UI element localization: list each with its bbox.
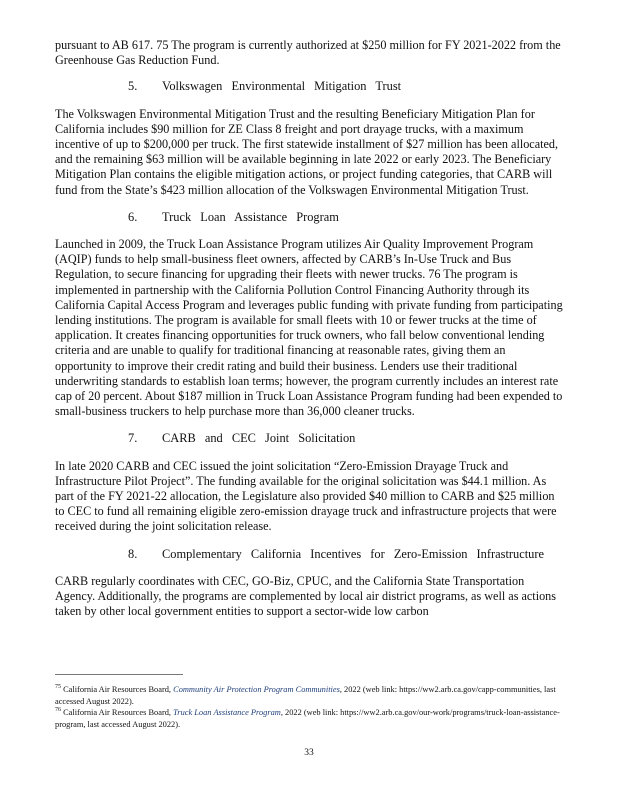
section-title: Volkswagen Environmental Mitigation Trust [162,79,402,94]
paragraph-complementary: CARB regularly coordinates with CEC, GO-Biz, CPUC, and the California State Transportation Agency. Additionally, the programs are complemented by local air district programs, as well as actions taken by other local government entities to support a sector-wide low carbon [55,573,557,619]
section-heading-8 [55,547,563,562]
footnote-76 [55,707,563,730]
footnote-link-title[interactable]: Truck Loan Assistance Program [173,708,281,718]
footnote-75 [55,684,563,707]
paragraph-volkswagen: The Volkswagen Environmental Mitigation Trust and the resulting Beneficiary Mitigation Plan for California includes $90 million for ZE Class 8 freight and port drayage trucks, with a maximum incentive of up to $200,000 per truck. The first statewide installment of $27 million has been allocated, and the remaining $63 million will be available beginning in late 2022 or early 2023. The Beneficiary Mitigation Plan contains the eligible mitigation actions, or project funding categories, that CARB will fund from the State’s $423 million allocation of the Volkswagen Environmental Mitigation Trust. [55,106,559,197]
section-heading-6 [55,210,563,225]
footnote-number: 76 [55,707,61,714]
footnote-divider [55,674,183,675]
section-heading-5 [55,79,563,94]
paragraph-truck-loan: Launched in 2009, the Truck Loan Assistance Program utilizes Air Quality Improvement Program (AQIP) funds to help small-business fleet owners, affected by CARB’s In-Use Truck and Bus Regulation, to secure financing for upgrading their fleets with newer trucks. 76 The program is implemented in partnership with the California Pollution Control Financing Authority through its California Capital Access Program and leverages public funding with private funding from participating lending institutions. The program is available for small fleets with 10 or fewer trucks at the time of application. It creates financing opportunities for truck owners, who fall below conventional lending criteria and are unable to qualify for traditional financing at reasonable rates, giving them an opportunity to improve their credit rating and build their business. Lenders use their traditional underwriting standards to establish loan terms; however, the program currently includes an interest rate cap of 20 percent. About $187 million in Truck Loan Assistance Program funding had been expended to small-business truckers to help purchase more than 36,000 cleaner trucks. [55,237,563,419]
section-number: 7. [128,431,138,446]
page-number: 33 [304,748,314,758]
section-number: 8. [128,546,138,561]
section-title: CARB and CEC Joint Solicitation [162,431,356,446]
paragraph-ab617: pursuant to AB 617. 75 The program is currently authorized at $250 million for FY 2021-2022 from the Greenhouse Gas Reduction Fund. [55,38,561,68]
section-number: 5. [128,79,138,94]
footnote-rest: , 2022 (web link: https://ww2.arb.ca.gov/capp-communities, last accessed August 2022). [55,685,556,706]
document-page [55,36,563,620]
section-title: Complementary California Incentives for Zero-Emission Infrastructure [162,546,544,561]
paragraph-joint-solicitation: In late 2020 CARB and CEC issued the joint solicitation “Zero-Emission Drayage Truck and Infrastructure Pilot Project”. The funding available for the original solicitation was $44.1 million. As part of the FY 2021-22 allocation, the Legislature also provided $40 million to CARB and $25 million to CEC to fund all remaining eligible zero-emission drayage truck and infrastructure projects that were received during the joint solicitation release. [55,458,557,534]
footnote-org: California Air Resources Board, [63,685,172,694]
section-title: Truck Loan Assistance Program [162,209,339,224]
footnote-rest: , 2022 (web link: https://ww2.arb.ca.gov/our-work/programs/truck-loan-assistance-program, last accessed August 2022). [55,708,560,729]
section-number: 6. [128,209,138,224]
section-heading-7 [55,431,563,446]
footnotes [55,684,563,730]
footnote-number: 75 [55,684,61,691]
footnote-link-title[interactable]: Community Air Protection Program Communities [173,685,340,694]
footnote-org: California Air Resources Board, [63,708,172,718]
